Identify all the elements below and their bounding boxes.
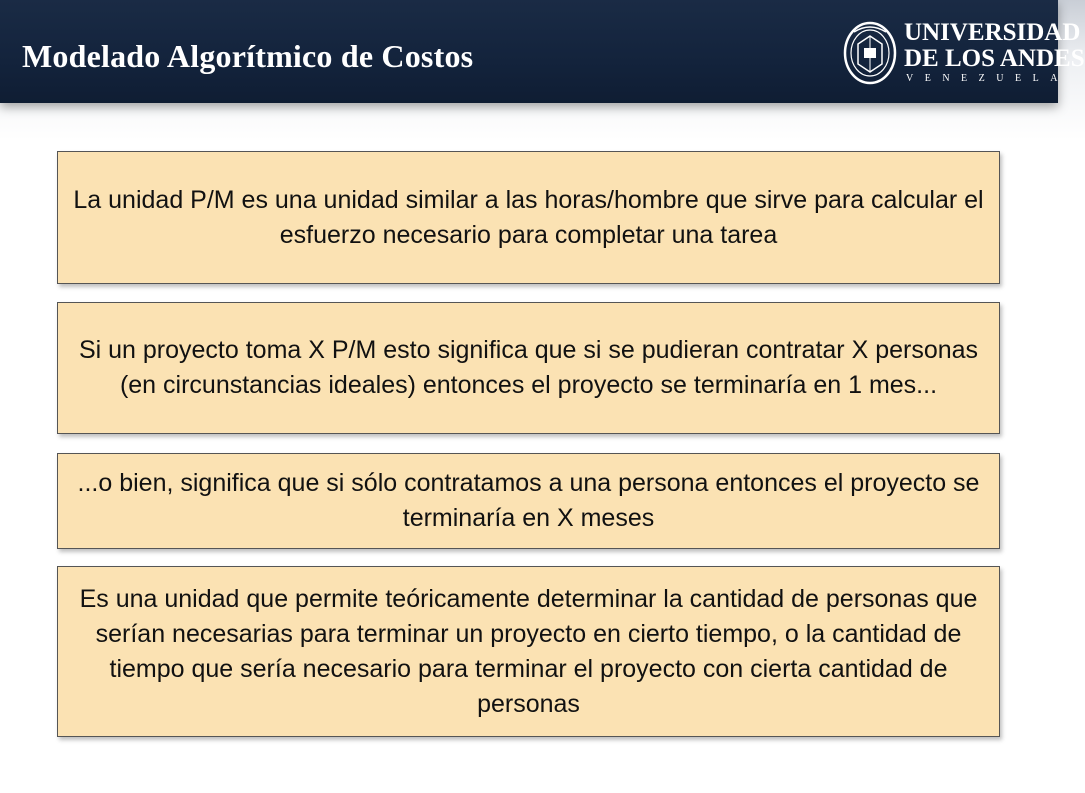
text-box-3: [57, 453, 1000, 549]
text-box-1: [57, 151, 1000, 284]
logo-line-2: DE LOS ANDES: [904, 45, 1085, 72]
text-box-2-content: Si un proyecto toma X P/M esto significa que si se pudieran contratar X personas (en circunstancias ideales) entonces el proyecto se terminaría en 1 mes...: [78, 336, 979, 399]
logo-line-1: UNIVERSIDAD: [904, 19, 1081, 46]
logo-line-3: VENEZUELA: [906, 73, 1069, 84]
text-box-4: [57, 566, 1000, 737]
text-box-3-content: ...o bien, significa que si sólo contratamos a una persona entonces el proyecto se terminaría en X meses: [77, 469, 980, 532]
slide-header: [0, 0, 1085, 103]
text-box-2: [57, 302, 1000, 434]
text-box-4-content: Es una unidad que permite teóricamente determinar la cantidad de personas que serían necesarias para terminar un proyecto en cierto tiempo, o la cantidad de tiempo que sería necesario para terminar el proyecto con cierta cantidad de personas: [79, 584, 978, 718]
slide-title: Modelado Algorítmico de Costos: [22, 38, 474, 74]
university-seal-icon: [842, 18, 898, 88]
university-logo: [842, 18, 1085, 88]
text-box-1-content: La unidad P/M es una unidad similar a las horas/hombre que sirve para calcular el esfuerzo necesario para completar una tarea: [73, 185, 984, 249]
